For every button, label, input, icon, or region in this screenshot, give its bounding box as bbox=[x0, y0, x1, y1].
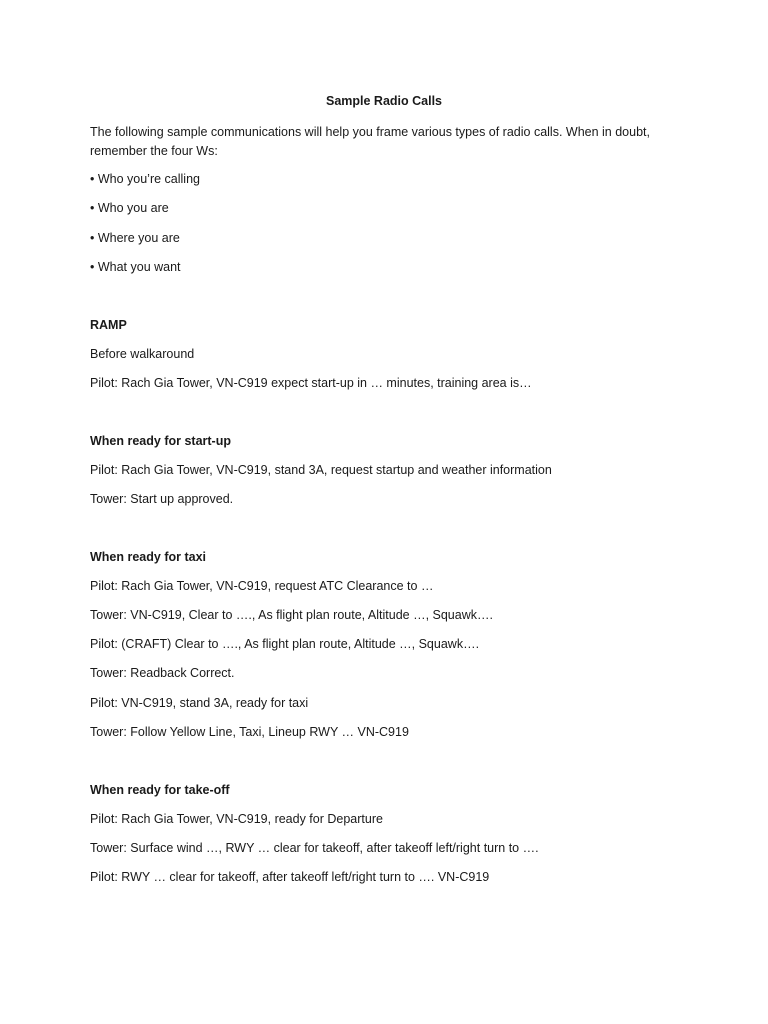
radio-call-line: Pilot: Rach Gia Tower, VN-C919, request ATC Clearance to … bbox=[90, 579, 434, 593]
bullet-item: • Who you’re calling bbox=[90, 172, 200, 186]
bullet-item: • Where you are bbox=[90, 231, 180, 245]
radio-call-line: Pilot: (CRAFT) Clear to …., As flight plan route, Altitude …, Squawk…. bbox=[90, 637, 480, 651]
section-heading-takeoff: When ready for take-off bbox=[90, 783, 230, 797]
radio-call-line: Tower: Surface wind …, RWY … clear for takeoff, after takeoff left/right turn to …. bbox=[90, 841, 539, 855]
section-heading-taxi: When ready for taxi bbox=[90, 550, 206, 564]
radio-call-line: Pilot: VN-C919, stand 3A, ready for taxi bbox=[90, 696, 309, 710]
radio-call-line: Pilot: Rach Gia Tower, VN-C919, stand 3A, request startup and weather information bbox=[90, 463, 552, 477]
section-subtitle: Before walkaround bbox=[90, 347, 195, 361]
radio-call-line: Pilot: RWY … clear for takeoff, after takeoff left/right turn to …. VN-C919 bbox=[90, 870, 490, 884]
bullet-item: • What you want bbox=[90, 260, 181, 274]
radio-call-line: Tower: Follow Yellow Line, Taxi, Lineup RWY … VN-C919 bbox=[90, 725, 409, 739]
radio-call-line: Pilot: Rach Gia Tower, VN-C919 expect start-up in … minutes, training area is… bbox=[90, 376, 532, 390]
intro-paragraph: The following sample communications will help you frame various types of radio calls. When in doubt, remember the four Ws: bbox=[90, 125, 650, 158]
radio-call-line: Tower: Start up approved. bbox=[90, 492, 234, 506]
section-heading-ramp: RAMP bbox=[90, 318, 127, 332]
radio-call-line: Pilot: Rach Gia Tower, VN-C919, ready for Departure bbox=[90, 812, 383, 826]
radio-call-line: Tower: VN-C919, Clear to …., As flight plan route, Altitude …, Squawk…. bbox=[90, 608, 493, 622]
page-title: Sample Radio Calls bbox=[325, 94, 442, 108]
radio-call-line: Tower: Readback Correct. bbox=[90, 666, 235, 680]
section-heading-startup: When ready for start-up bbox=[90, 434, 231, 448]
bullet-item: • Who you are bbox=[90, 201, 169, 215]
